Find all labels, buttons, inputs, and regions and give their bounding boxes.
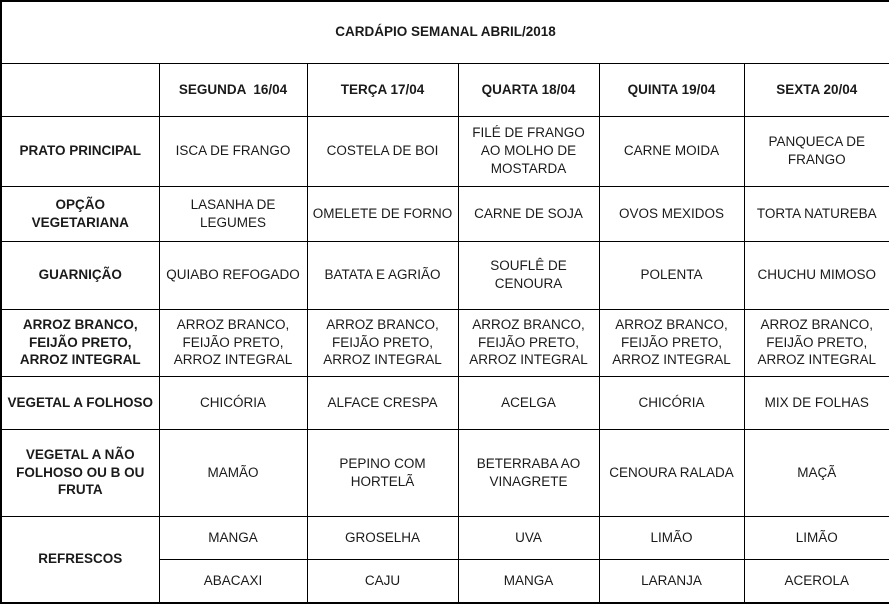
menu-cell: TORTA NATUREBA: [744, 186, 889, 241]
menu-cell: PEPINO COM HORTELÃ: [307, 429, 458, 516]
menu-cell: ACEROLA: [744, 559, 889, 603]
day-header-quinta: QUINTA 19/04: [599, 63, 744, 116]
menu-cell: ALFACE CRESPA: [307, 376, 458, 429]
day-header-terca: TERÇA 17/04: [307, 63, 458, 116]
menu-cell: OVOS MEXIDOS: [599, 186, 744, 241]
menu-cell: CHUCHU MIMOSO: [744, 241, 889, 309]
menu-cell: CAJU: [307, 559, 458, 603]
menu-cell: SOUFLÊ DE CENOURA: [458, 241, 599, 309]
table-row-guarnicao: [1, 241, 889, 309]
menu-cell: LARANJA: [599, 559, 744, 603]
menu-cell: COSTELA DE BOI: [307, 116, 458, 186]
table-row-opcao-vegetariana: [1, 186, 889, 241]
menu-cell: FILÉ DE FRANGO AO MOLHO DE MOSTARDA: [458, 116, 599, 186]
menu-cell: ARROZ BRANCO, FEIJÃO PRETO, ARROZ INTEGRAL: [159, 309, 307, 376]
menu-cell: MANGA: [458, 559, 599, 603]
menu-cell: BETERRABA AO VINAGRETE: [458, 429, 599, 516]
day-header-segunda: SEGUNDA 16/04: [159, 63, 307, 116]
table-row-vegetal-nao-folhoso: [1, 429, 889, 516]
row-label-guarnicao: GUARNIÇÃO: [1, 241, 159, 309]
menu-cell: ARROZ BRANCO, FEIJÃO PRETO, ARROZ INTEGRAL: [307, 309, 458, 376]
header-row: [1, 63, 889, 116]
menu-cell: PANQUECA DE FRANGO: [744, 116, 889, 186]
menu-cell: CHICÓRIA: [159, 376, 307, 429]
menu-cell: UVA: [458, 516, 599, 559]
menu-cell: CARNE DE SOJA: [458, 186, 599, 241]
menu-cell: POLENTA: [599, 241, 744, 309]
menu-cell: MANGA: [159, 516, 307, 559]
menu-cell: ABACAXI: [159, 559, 307, 603]
table-row-prato-principal: [1, 116, 889, 186]
menu-cell: ARROZ BRANCO, FEIJÃO PRETO, ARROZ INTEGRAL: [599, 309, 744, 376]
table-row-arroz-feijao: [1, 309, 889, 376]
corner-cell: [1, 63, 159, 116]
menu-cell: CENOURA RALADA: [599, 429, 744, 516]
table-row-refrescos-1: [1, 516, 889, 559]
day-header-quarta: QUARTA 18/04: [458, 63, 599, 116]
menu-cell: CARNE MOIDA: [599, 116, 744, 186]
day-header-sexta: SEXTA 20/04: [744, 63, 889, 116]
row-label-prato-principal: PRATO PRINCIPAL: [1, 116, 159, 186]
row-label-arroz-feijao: ARROZ BRANCO, FEIJÃO PRETO, ARROZ INTEGRAL: [1, 309, 159, 376]
table-row-vegetal-folhoso: [1, 376, 889, 429]
page-title: CARDÁPIO SEMANAL ABRIL/2018: [1, 1, 889, 63]
menu-cell: GROSELHA: [307, 516, 458, 559]
title-row: [1, 1, 889, 63]
menu-cell: CHICÓRIA: [599, 376, 744, 429]
row-label-vegetal-nao-folhoso: VEGETAL A NÃO FOLHOSO OU B OU FRUTA: [1, 429, 159, 516]
menu-cell: ARROZ BRANCO, FEIJÃO PRETO, ARROZ INTEGRAL: [458, 309, 599, 376]
menu-cell: LIMÃO: [599, 516, 744, 559]
menu-cell: BATATA E AGRIÃO: [307, 241, 458, 309]
menu-cell: MAMÃO: [159, 429, 307, 516]
menu-cell: ISCA DE FRANGO: [159, 116, 307, 186]
row-label-vegetal-folhoso: VEGETAL A FOLHOSO: [1, 376, 159, 429]
row-label-opcao-vegetariana: OPÇÃO VEGETARIANA: [1, 186, 159, 241]
menu-cell: QUIABO REFOGADO: [159, 241, 307, 309]
menu-cell: MAÇÃ: [744, 429, 889, 516]
menu-cell: MIX DE FOLHAS: [744, 376, 889, 429]
menu-cell: LIMÃO: [744, 516, 889, 559]
menu-cell: LASANHA DE LEGUMES: [159, 186, 307, 241]
menu-cell: OMELETE DE FORNO: [307, 186, 458, 241]
row-label-refrescos: REFRESCOS: [1, 516, 159, 603]
menu-cell: ACELGA: [458, 376, 599, 429]
menu-cell: ARROZ BRANCO, FEIJÃO PRETO, ARROZ INTEGRAL: [744, 309, 889, 376]
